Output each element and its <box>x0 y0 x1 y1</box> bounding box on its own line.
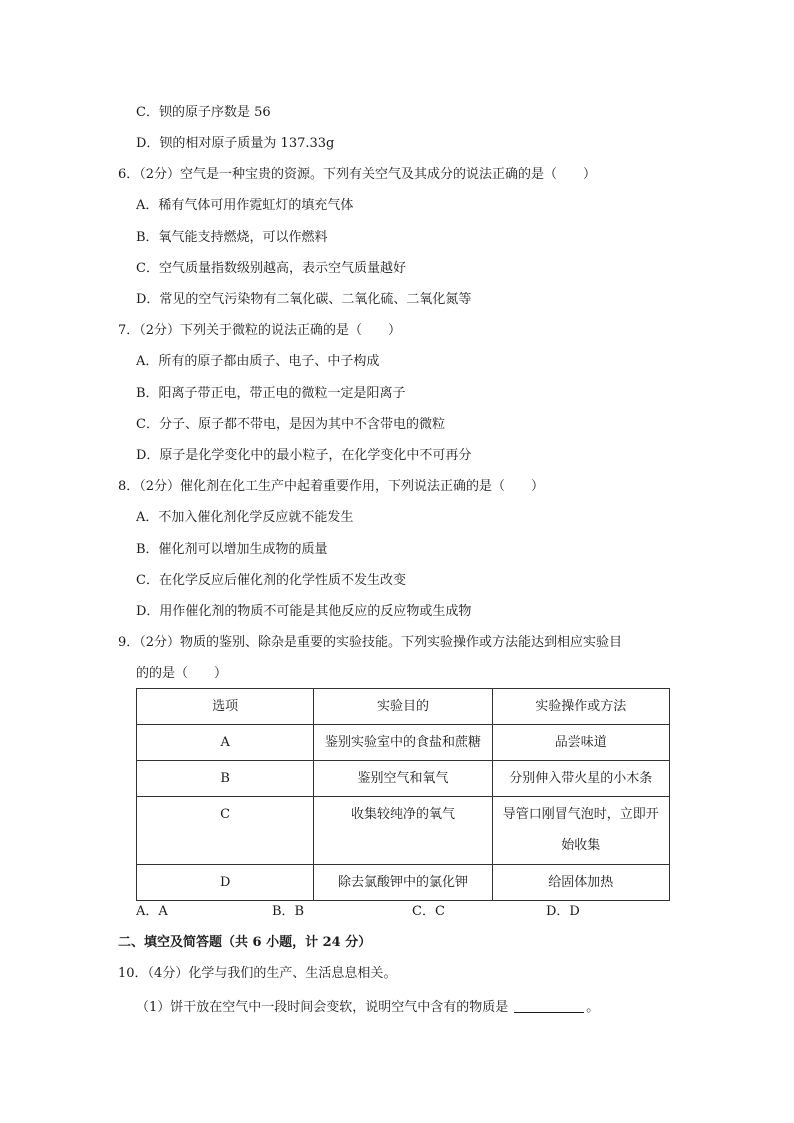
option-c: C．钡的原子序数是 56 <box>136 105 271 120</box>
q7-option-a: A．所有的原子都由质子、电子、中子构成 <box>136 354 380 369</box>
q9-answer-c: C．C <box>412 904 445 919</box>
q9-answer-d: D．D <box>546 904 580 919</box>
question-9-stem-line1: 9．（2分）物质的鉴别、除杂是重要的实验技能。下列实验操作或方法能达到相应实验目 <box>118 635 623 650</box>
question-10-stem: 10．（4分）化学与我们的生产、生活息息相关。 <box>118 966 397 981</box>
table-row <box>137 725 670 761</box>
q8-option-c: C．在化学反应后催化剂的化学性质不发生改变 <box>136 573 406 588</box>
q7-option-c: C．分子、原子都不带电，是因为其中不含带电的微粒 <box>136 417 445 432</box>
table-cell-method: 品尝味道 <box>554 735 607 750</box>
table-cell-purpose: 鉴别空气和氧气 <box>357 771 449 786</box>
answer-blank[interactable] <box>514 998 584 1013</box>
question-6-stem: 6．（2分）空气是一种宝贵的资源。下列有关空气及其成分的说法正确的是（ ） <box>118 167 597 182</box>
table-row <box>137 865 670 901</box>
table-row <box>137 761 670 797</box>
table-header-option: 选项 <box>212 699 239 714</box>
q6-option-a: A．稀有气体可用作霓虹灯的填充气体 <box>136 198 354 213</box>
q8-option-b: B．催化剂可以增加生成物的质量 <box>136 542 328 557</box>
table-cell-purpose: 除去氯酸钾中的氯化钾 <box>337 875 468 890</box>
question-7-stem: 7．（2分）下列关于微粒的说法正确的是（ ） <box>118 323 402 338</box>
table-cell-method-line1: 导管口刚冒气泡时，立即开 <box>502 807 659 822</box>
q10-part-1-end: 。 <box>586 1000 600 1015</box>
question-8-stem: 8．（2分）催化剂在化工生产中起着重要作用，下列说法正确的是（ ） <box>118 479 545 494</box>
table-cell-purpose: 收集较纯净的氧气 <box>350 807 455 822</box>
table-cell-purpose: 鉴别实验室中的食盐和蔗糖 <box>324 735 481 750</box>
q9-answer-a: A．A <box>136 904 168 919</box>
table-cell-option: D <box>219 875 231 890</box>
experiment-table <box>136 688 670 901</box>
q6-option-b: B．氧气能支持燃烧，可以作燃料 <box>136 230 328 245</box>
table-cell-method: 给固体加热 <box>548 875 614 890</box>
table-header-purpose: 实验目的 <box>376 699 429 714</box>
q6-option-d: D．常见的空气污染物有二氧化碳、二氧化硫、二氧化氮等 <box>136 292 472 307</box>
table-header-method: 实验操作或方法 <box>535 699 627 714</box>
section-2-title: 二、填空及简答题（共 6 小题，计 24 分） <box>118 935 372 950</box>
q8-option-a: A．不加入催化剂化学反应就不能发生 <box>136 510 354 525</box>
q7-option-d: D．原子是化学变化中的最小粒子，在化学变化中不可再分 <box>136 448 472 463</box>
q8-option-d: D．用作催化剂的物质不可能是其他反应的反应物或生成物 <box>136 604 472 619</box>
table-cell-method-line2: 始收集 <box>561 838 601 853</box>
table-cell-method <box>493 797 669 864</box>
table-header-row <box>137 689 670 725</box>
q9-answer-b: B．B <box>272 904 305 919</box>
table-cell-method: 分别伸入带火星的小木条 <box>509 771 653 786</box>
q10-part-1 <box>136 998 599 1017</box>
table-cell-option: A <box>220 735 230 750</box>
table-row <box>137 797 670 865</box>
table-cell-option: B <box>220 771 230 786</box>
question-9-stem-line2: 的的是（ ） <box>136 666 228 681</box>
q7-option-b: B．阳离子带正电，带正电的微粒一定是阳离子 <box>136 386 406 401</box>
table-cell-option: C <box>220 807 231 822</box>
q10-part-1-text: （1）饼干放在空气中一段时间会变软，说明空气中含有的物质是 <box>136 1000 509 1015</box>
q6-option-c: C．空气质量指数级别越高，表示空气质量越好 <box>136 261 406 276</box>
option-d: D．钡的相对原子质量为 137.33g <box>136 136 335 151</box>
